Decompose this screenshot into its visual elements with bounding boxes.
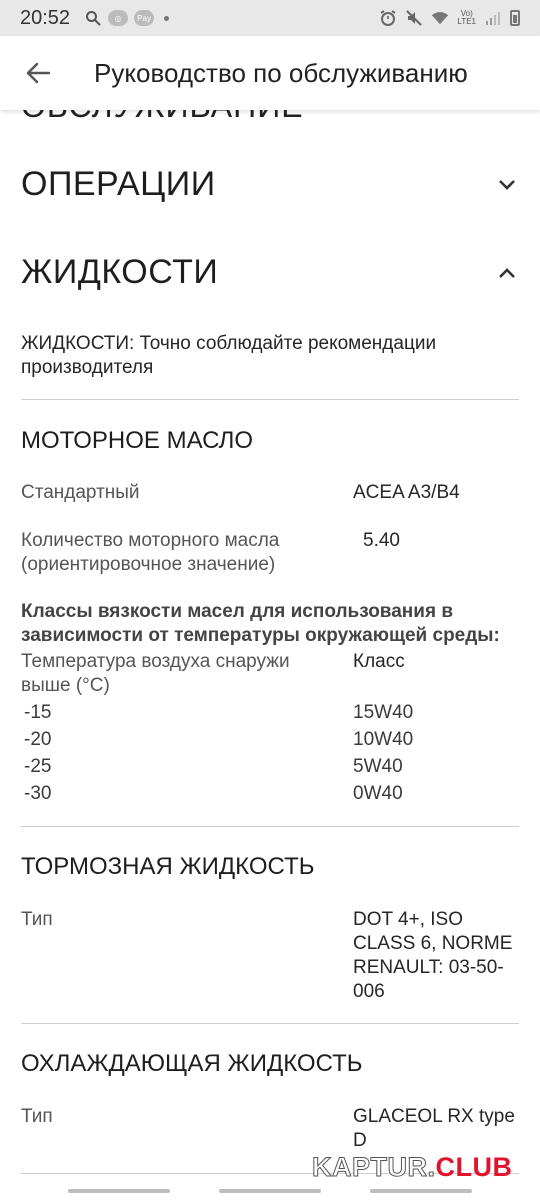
lte-label: Vo) LTE1 [457,9,476,26]
mute-icon [405,9,423,27]
class-cell: 5W40 [353,756,403,777]
oil-quantity-label: Количество моторного масла (ориентировочное значение) [21,530,280,575]
watermark-part2: CLUB [435,1152,513,1182]
temp-cell: -20 [24,729,52,750]
section-header-fluids[interactable] [21,253,519,292]
status-left [20,7,169,30]
arrow-left-icon [25,60,51,86]
section-header-operations[interactable] [21,165,519,204]
col-header-class: Класс [353,651,405,672]
status-time: 20:52 [20,6,71,29]
standard-label: Стандартный [21,482,140,503]
app-badge-icon: ◎ [108,10,128,26]
temp-cell: -15 [24,702,52,723]
system-nav-bar [0,1186,540,1200]
page-title: Руководство по обслуживанию [94,57,468,88]
back-button[interactable] [8,43,68,103]
fluids-intro: ЖИДКОСТИ: Точно соблюдайте рекомендации производителя [21,333,437,378]
wifi-icon [431,9,449,27]
status-right [379,9,520,27]
temp-cell: -30 [24,783,52,804]
col-header-temp: Температура воздуха снаружи выше (°C) [21,651,290,696]
chevron-down-icon[interactable] [495,173,519,197]
nav-recents-button[interactable] [68,1189,170,1193]
status-bar [0,0,540,36]
class-cell: 15W40 [353,702,414,723]
engine-oil-heading: МОТОРНОЕ МАСЛО [21,427,254,454]
app-bar [0,36,540,110]
coolant-type-label: Тип [21,1106,53,1127]
coolant-type-value: GLACEOL RX type D [353,1106,515,1151]
viscosity-title: Классы вязкости масел для использования в зависимости от температуры окружающей среды: [21,601,500,646]
nav-home-button[interactable] [219,1189,321,1193]
pay-icon: Pay [134,10,154,26]
battery-icon [510,10,520,26]
site-watermark [312,1152,513,1183]
divider [21,1023,519,1024]
chevron-up-icon[interactable] [495,261,519,285]
section-title: ЖИДКОСТИ [21,253,219,291]
brake-fluid-heading: ТОРМОЗНАЯ ЖИДКОСТЬ [21,853,315,880]
temp-cell: -25 [24,756,52,777]
alarm-icon [379,9,397,27]
class-cell: 10W40 [353,729,414,750]
section-title: ОПЕРАЦИИ [21,165,216,203]
class-cell: 0W40 [353,783,403,804]
signal-icon [484,9,502,27]
brake-type-value: DOT 4+, ISO CLASS 6, NORME RENAULT: 03-50-006 [353,909,513,1002]
notification-dot-icon [164,16,169,21]
brake-type-label: Тип [21,909,53,930]
oil-quantity-value: 5.40 [363,530,400,551]
divider [21,399,519,400]
standard-value: ACEA A3/B4 [353,482,460,503]
coolant-heading: ОХЛАЖДАЮЩАЯ ЖИДКОСТЬ [21,1050,363,1077]
divider [21,826,519,827]
search-icon [84,9,102,27]
nav-back-button[interactable] [370,1189,472,1193]
watermark-part1: KAPTUR. [312,1152,436,1182]
